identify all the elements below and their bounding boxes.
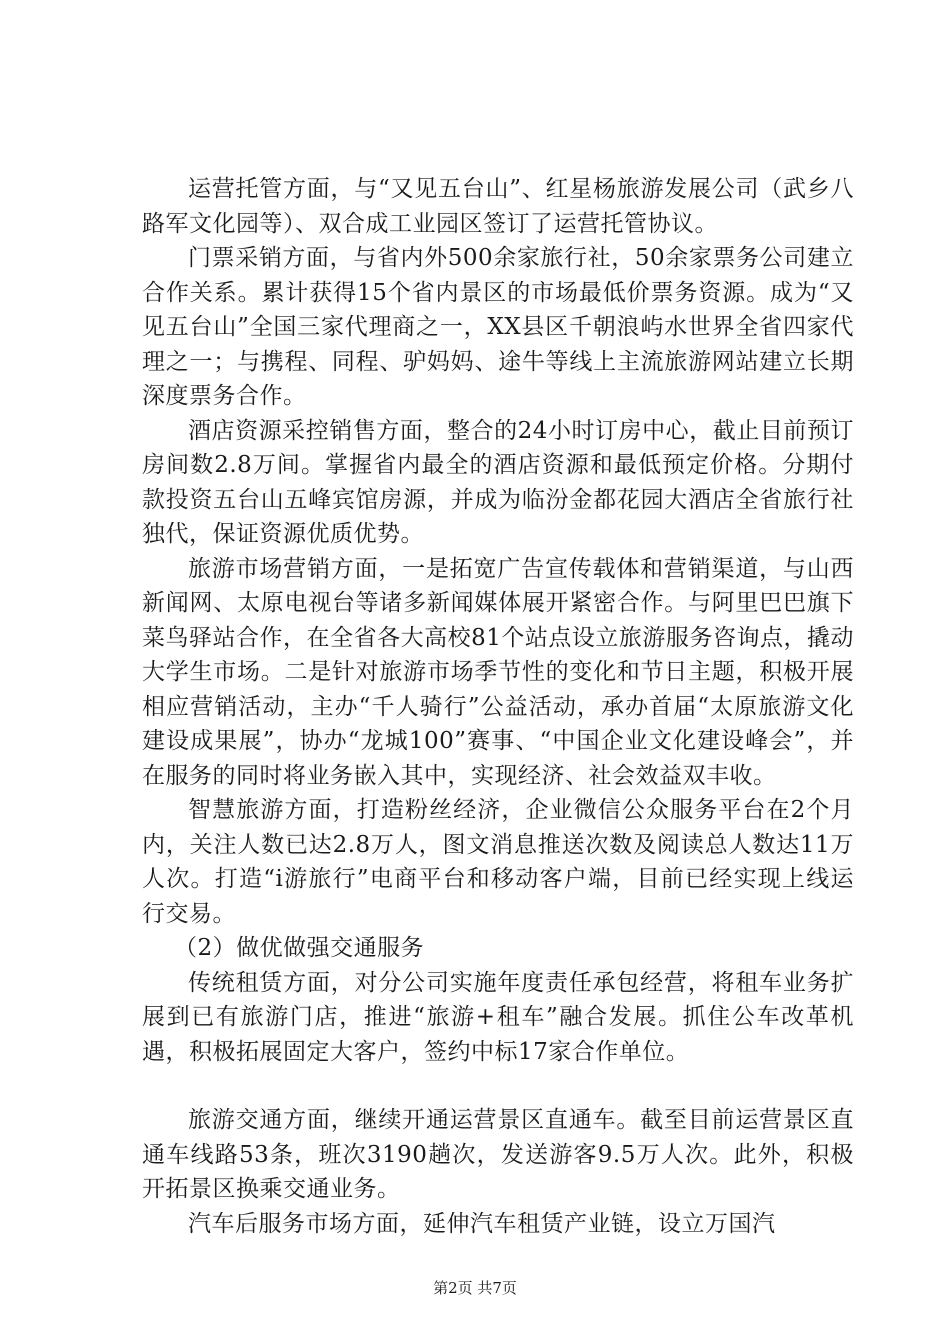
page-number-footer: 第2页 共7页 xyxy=(433,1279,517,1297)
paragraph-ticket-sales: 门票采销方面，与省内外500余家旅行社，50余家票务公司建立合作关系。累计获得15个省内景区的市场最低价票务资源。成为“又见五台山”全国三家代理商之一，XX县区千朝浪屿水世界全省四家代理之一；与携程、同程、驴妈妈、途牛等线上主流旅游网站建立长期深度票务合作。 xyxy=(142,245,854,409)
paragraph-operation-custody: 运营托管方面，与“又见五台山”、红星杨旅游发展公司（武乡八路军文化园等）、双合成工业园区签订了运营托管协议。 xyxy=(142,176,854,237)
paragraph-tourism-transport: 旅游交通方面，继续开通运营景区直通车。截至目前运营景区直通车线路53条，班次3190趟次，发送游客9.5万人次。此外，积极开拓景区换乘交通业务。 xyxy=(142,1107,854,1202)
blank-line xyxy=(142,1069,854,1103)
paragraph-traditional-rental: 传统租赁方面，对分公司实施年度责任承包经营，将租车业务扩展到已有旅游门店，推进“旅游+租车”融合发展。抓住公车改革机遇，积极拓展固定大客户，签约中标17家合作单位。 xyxy=(142,969,854,1065)
paragraph-smart-tourism: 智慧旅游方面，打造粉丝经济，企业微信公众服务平台在2个月内，关注人数已达2.8万人，图文消息推送次数及阅读总人数达11万人次。打造“i游旅行”电商平台和移动客户端，目前已经实现上线运行交易。 xyxy=(142,797,854,927)
paragraph-tourism-marketing: 旅游市场营销方面，一是拓宽广告宣传载体和营销渠道，与山西新闻网、太原电视台等诸多新闻媒体展开紧密合作。与阿里巴巴旗下菜鸟驿站合作，在全省各大高校81个站点设立旅游服务咨询点，撬动大学生市场。二是针对旅游市场季节性的变化和节日主题，积极开展相应营销活动，主办“千人骑行”公益活动，承办首届“太原旅游文化建设成果展”，协办“龙城100”赛事、“中国企业文化建设峰会”，并在服务的同时将业务嵌入其中，实现经济、社会效益双丰收。 xyxy=(142,555,854,789)
section-heading: （2）做优做强交通服务 xyxy=(174,935,425,961)
paragraph-aftermarket: 汽车后服务市场方面，延伸汽车租赁产业链，设立万国汽 xyxy=(188,1210,776,1237)
document-body xyxy=(142,172,854,1241)
paragraph-hotel-resources: 酒店资源采控销售方面，整合的24小时订房中心，截止目前预订房间数2.8万间。掌握省内最全的酒店资源和最低预定价格。分期付款投资五台山五峰宾馆房源，并成为临汾金都花园大酒店全省旅行社独代，保证资源优质优势。 xyxy=(142,417,854,547)
